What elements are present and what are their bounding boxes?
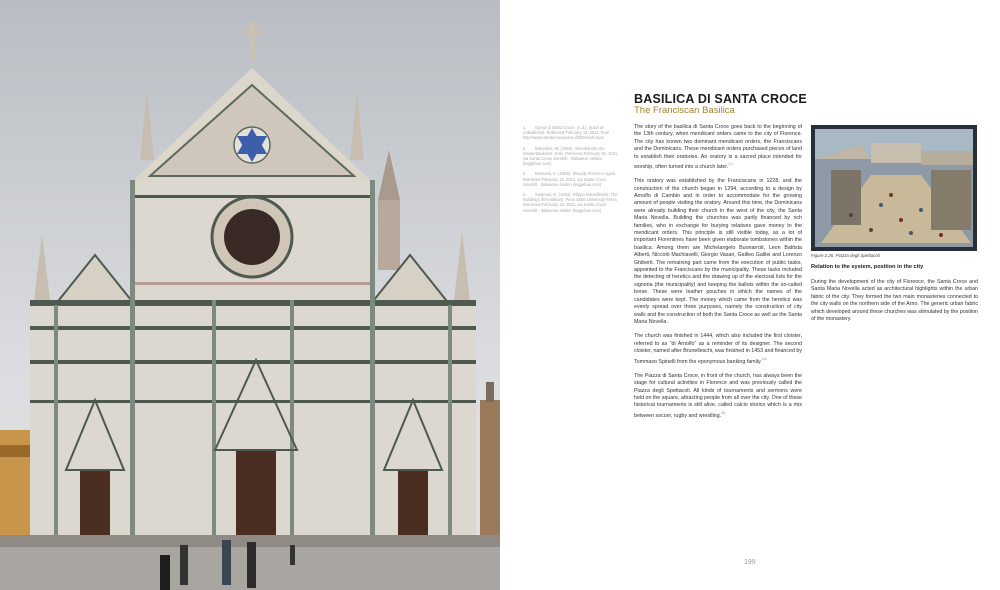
footnotes (523, 125, 619, 218)
paragraph: The church was finished in 1444, which also included the first cloister, referred to as "di Arnolfo" as a reminder of its designer. The second cloister, named after Brunelleschi, was finished in 1453 and financed by Tommaso Spinelli from the eponymous banking family.$^{3,4}$ (634, 333, 802, 365)
page-title: BASILICA DI SANTA CROCE (634, 92, 807, 106)
paragraph: The story of the basilica di Santa Croce goes back to the beginning of the 13th century, when mendicant orders came to the city of Florence. The city has known two dominant mendicant orders, the Franciscans and the Dominicans. These mendicant orders purchased pieces of land to establish their oratories. An oratory is a sacred place intended for worship, often turned into a church later.$^{1,2}$ (634, 124, 802, 170)
text-page (500, 0, 1000, 590)
page-number: 199 (744, 559, 756, 566)
footnote: 1. Opera di Santa Croce. (n.d.). Spazi ar (ndeditions). Retrieved February 14, 2021, from http://www.santacroceopera.it/it/Default.aspx (523, 125, 610, 141)
paragraph: The Piazza di Santa Croce, in front of the church, has always been the stage for cultural activities in Florence and was previously called the Piazza degli Spettacoli. All kinds of tournaments and sermons were held on the square, attracting people from all over the city. One of these historical tournaments is still alive, called calcio storico which is a mix between soccer, rugby and wrestling.$^{26}$ (634, 372, 802, 419)
figure-caption: Figure 2.26: Piazza degli Spettacoli (811, 253, 880, 258)
page-subtitle: The Franciscan Basilica (634, 105, 735, 116)
section-heading: Relation to the system, position in the city (811, 264, 924, 270)
footnote: 3. Bonsanti, E. (1993). Sleepily Florence Again. Retrieved February 15, 2021, via Santa Croce sisretirlt - Italiaanse steden (leggebue.com) (523, 171, 617, 187)
paragraph: This oratory was established by the Franciscans in 1228, and the construction of the church began in 1294, according to a design by Arnolfo di Cambio and in order to accommodate for the growing amount of people visiting the oratory. Around this time, the Dominicans were already building their church in the west of the city, the Santa Maria Novella. Building the churches was partly financed by rich families, who in exchange for burying relatives gave money to the mendicant orders. This principle is still visible today, as a lot of important Florentines have been given elaborate tombstones within the basilica. Among them are Michelangelo Buonarroti, Leon Battista Alberti, Niccolò Machiavelli, Giorgio Vasari, Galileo Galilei and Lorenzo Ghiberti. The remaining part came from the execution of public tasks, appointed to the Franciscans by the municipality. These tasks included the detecting of heretics and the drawing up of the electoral lists for the signoria (the municipality) and keeping the ballots within the so-called borse. These were leather pouches in which the names of the candidates were kept. The money which came from the heretics was evenly spread over three purposes, namely the construction of city walls and the construction of both the Santa Croce as well as the Santa Maria Novella. (634, 178, 802, 325)
piazza-painting-figure (811, 125, 977, 251)
main-text-column (634, 124, 802, 427)
footnote: 2. Braunfels, W. (1969). Abendländis che Klosterbaukunst. Köln. Retrieved February 15, 2021, via Santa Croce sisretirlt - Italiaanse steden (leggebue.com) (523, 145, 619, 167)
section-text: During the development of the city of Florence, the Santa Croce and Santa Maria Novella acted as architectural highlights within the urban fabric of the city. They formed the two main monasteries connected to the city walls on the northern side of the Arno. The generic urban fabric which developed around these churches was stimulated by the position of the monastery. (811, 279, 978, 323)
footnote: 4. Saalman, H. (1993). Filippo Brunelleschi: The Buildings (first edition). Penn State University Press. Retrieved February 15, 2021, via Santa Croce sisretirlt - Italiaanse steden (leggebue.com) (523, 192, 618, 213)
